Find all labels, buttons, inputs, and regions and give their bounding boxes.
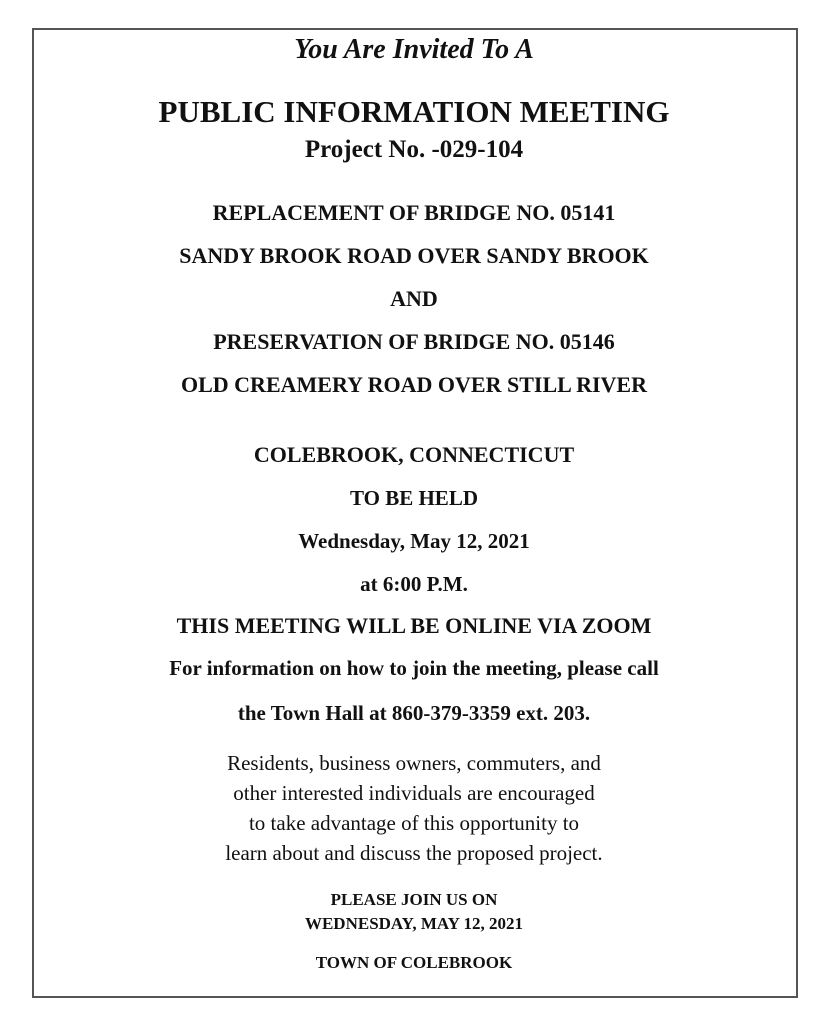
bridge-preservation: PRESERVATION OF BRIDGE NO. 05146 xyxy=(213,329,615,354)
meeting-title: PUBLIC INFORMATION MEETING xyxy=(158,94,670,129)
encouragement-paragraph xyxy=(0,748,828,868)
invite-heading: You Are Invited To A xyxy=(294,34,534,65)
bridge-replacement: REPLACEMENT OF BRIDGE NO. 05141 xyxy=(212,200,616,225)
bridge-road-1: SANDY BROOK ROAD OVER SANDY BROOK xyxy=(179,243,649,268)
meeting-time: at 6:00 P.M. xyxy=(360,572,468,596)
town-name: TOWN OF COLEBROOK xyxy=(315,953,513,972)
online-notice: THIS MEETING WILL BE ONLINE VIA ZOOM xyxy=(176,613,652,638)
location: COLEBROOK, CONNECTICUT xyxy=(253,442,575,467)
and-line: AND xyxy=(390,286,438,311)
to-be-held: TO BE HELD xyxy=(350,486,478,510)
join-us: PLEASE JOIN US ON xyxy=(330,890,498,909)
project-number: Project No. -029-104 xyxy=(304,136,524,163)
paragraph-line: to take advantage of this opportunity to xyxy=(248,811,580,835)
paragraph-line: other interested individuals are encouraged xyxy=(233,781,595,805)
meeting-date: Wednesday, May 12, 2021 xyxy=(298,529,530,553)
paragraph-line: Residents, business owners, commuters, and xyxy=(227,751,601,775)
bridge-road-2: OLD CREAMERY ROAD OVER STILL RIVER xyxy=(181,372,647,397)
info-line-2: the Town Hall at 860-379-3359 ext. 203. xyxy=(237,701,591,725)
paragraph-line: learn about and discuss the proposed project. xyxy=(225,841,603,865)
join-date: WEDNESDAY, MAY 12, 2021 xyxy=(304,914,524,933)
info-line-1: For information on how to join the meeting, please call xyxy=(169,656,659,680)
